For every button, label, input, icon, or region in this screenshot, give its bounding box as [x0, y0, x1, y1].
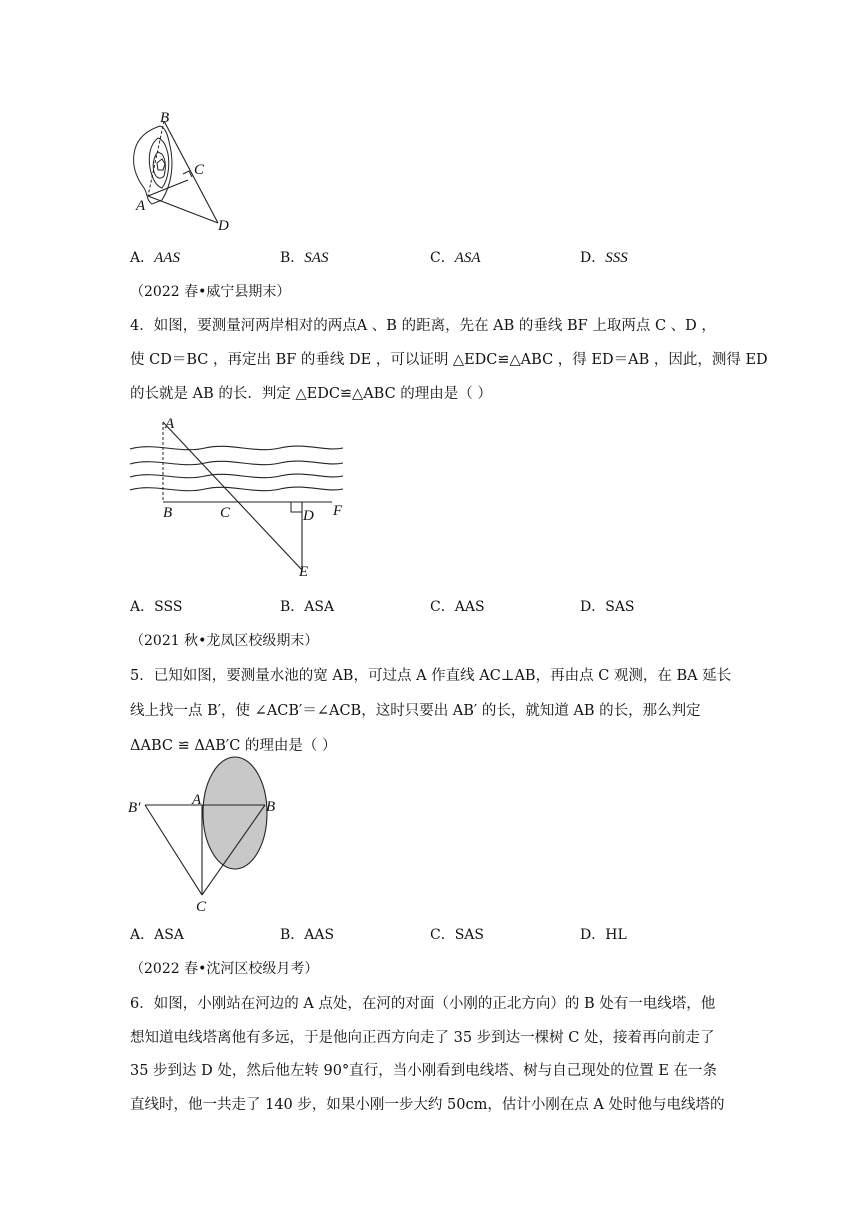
q4-options — [130, 596, 830, 618]
q4-option-b[interactable]: B．ASA — [280, 599, 335, 615]
q4-line-3: 的长就是 AB 的长．判定 △EDC≌△ABC 的理由是（ ） — [130, 386, 492, 402]
q5-label-a: A — [192, 792, 202, 808]
q5-option-c[interactable]: C．SAS — [430, 927, 485, 943]
q4-line-2: 使 CD＝BC ，再定出 BF 的垂线 DE ，可以证明 △EDC≌△ABC ，得 ED＝AB ，因此，测得 ED — [130, 352, 768, 368]
q3-label-c: C — [194, 162, 205, 178]
q6-line-2: 想知道电线塔离他有多远，于是他向正西方向走了 35 步到达一棵树 C 处，接着再向前走了 — [130, 1030, 715, 1046]
q4-label-a: A — [165, 416, 175, 432]
q3-label-a: A — [136, 198, 146, 214]
q3-figure — [122, 108, 242, 236]
q4-option-d[interactable]: D．SAS — [580, 599, 635, 615]
q5-label-b-prime: B′ — [128, 800, 141, 816]
q3-options — [130, 247, 830, 269]
q5-options — [130, 924, 830, 946]
q6-line-3: 35 步到达 D 处，然后他左转 90°直行，当小刚看到电线塔、树与自己现处的位置 E 在一条 — [130, 1063, 718, 1079]
q4-label-b: B — [163, 505, 173, 521]
q5-label-c: C — [196, 899, 207, 915]
q5-option-b[interactable]: B．AAS — [280, 927, 335, 943]
q3-option-a[interactable]: A．AAS — [130, 250, 180, 266]
q3-option-b[interactable]: B．SAS — [280, 250, 329, 266]
q4-label-e: E — [299, 564, 309, 580]
q4-source: （2022 春•威宁县期末） — [130, 284, 291, 300]
q5-line-1: 5．已知如图，要测量水池的宽 AB，可过点 A 作直线 AC⊥AB，再由点 C 观测，在 BA 延长 — [130, 668, 732, 684]
q3-label-b: B — [160, 110, 170, 126]
q5-line-3: ΔABC ≌ ΔAB′C 的理由是（ ） — [130, 738, 337, 754]
q4-label-d: D — [303, 508, 314, 524]
q6-line-4: 直线时，他一共走了 140 步，如果小刚一步大约 50cm，估计小刚在点 A 处时他与电线塔的 — [130, 1097, 725, 1113]
q3-label-d: D — [218, 218, 229, 234]
q6-line-1: 6．如图，小刚站在河边的 A 点处，在河的对面（小刚的正北方向）的 B 处有一电线塔，他 — [130, 996, 716, 1012]
q4-option-a[interactable]: A．SSS — [130, 599, 183, 615]
q3-option-d[interactable]: D．SSS — [580, 250, 628, 266]
q4-line-1: 4．如图，要测量河两岸相对的两点A 、B 的距离，先在 AB 的垂线 BF 上取两点 C 、D ， — [130, 318, 716, 334]
q4-label-c: C — [220, 505, 231, 521]
q5-source: （2021 秋•龙凤区校级期末） — [130, 633, 319, 649]
q3-option-c[interactable]: C．ASA — [430, 250, 481, 266]
q5-figure — [125, 754, 285, 916]
q5-option-a[interactable]: A．ASA — [130, 927, 184, 943]
q5-line-2: 线上找一点 B′，使 ∠ACB′＝∠ACB，这时只要出 AB′ 的长，就知道 AB 的长，那么判定 — [130, 703, 701, 719]
q5-label-b: B — [266, 799, 276, 815]
q4-label-f: F — [333, 503, 343, 519]
q6-source: （2022 春•沈河区校级月考） — [130, 961, 319, 977]
q4-option-c[interactable]: C．AAS — [430, 599, 485, 615]
q4-figure — [125, 414, 355, 584]
q5-option-d[interactable]: D．HL — [580, 927, 627, 943]
